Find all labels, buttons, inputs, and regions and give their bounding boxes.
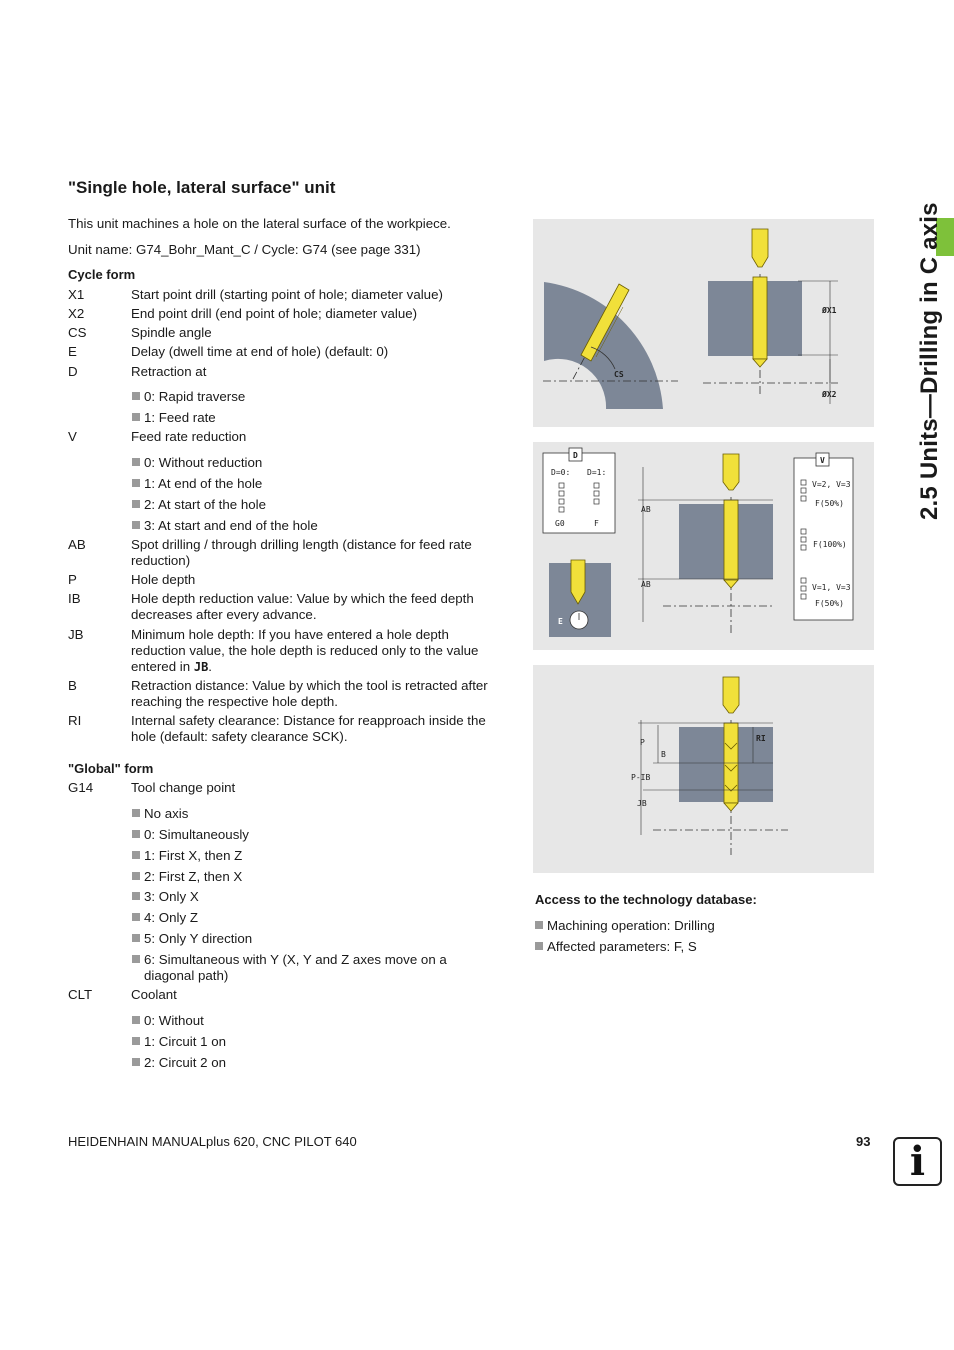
svg-text:G0: G0 <box>555 519 565 528</box>
list-item: 1: First X, then Z <box>132 848 502 864</box>
param-desc: Hole depth <box>131 572 196 587</box>
page-number: 93 <box>856 1134 871 1149</box>
list-item: No axis <box>132 806 502 822</box>
list-item: 4: Only Z <box>132 910 502 926</box>
bullet-icon <box>132 934 140 942</box>
param-desc: Spot drilling / through drilling length (distance for feed rate reduction) <box>131 537 472 568</box>
param-key: V <box>68 429 77 444</box>
param-desc: Tool change point <box>131 780 236 795</box>
param-key: G14 <box>68 780 94 795</box>
param-key: IB <box>68 591 81 606</box>
bullet-icon <box>535 921 543 929</box>
svg-text:CS: CS <box>614 370 624 379</box>
param-desc: Coolant <box>131 987 177 1002</box>
param-key: CLT <box>68 987 93 1002</box>
svg-text:P: P <box>640 738 645 747</box>
svg-text:V=2, V=3: V=2, V=3 <box>812 480 851 489</box>
intro-text: This unit machines a hole on the lateral surface of the workpiece. <box>68 216 451 231</box>
param-desc: Delay (dwell time at end of hole) (default: 0) <box>131 344 389 359</box>
svg-text:F(50%): F(50%) <box>815 599 844 608</box>
footer-text: HEIDENHAIN MANUALplus 620, CNC PILOT 640 <box>68 1134 357 1149</box>
svg-text:AB: AB <box>641 580 651 589</box>
svg-text:V=1, V=3: V=1, V=3 <box>812 583 851 592</box>
svg-text:P-IB: P-IB <box>631 773 651 782</box>
svg-text:JB: JB <box>637 799 647 808</box>
list-item: 2: At start of the hole <box>132 497 502 513</box>
svg-text:V: V <box>820 456 825 465</box>
bullet-icon <box>132 458 140 466</box>
param-key: D <box>68 364 78 379</box>
list-item: 6: Simultaneous with Y (X, Y and Z axes move on a diagonal path) <box>132 952 502 984</box>
list-item: Machining operation: Drilling <box>535 918 715 934</box>
list-item: 0: Without <box>132 1013 502 1029</box>
bullet-icon <box>132 500 140 508</box>
list-item: 0: Simultaneously <box>132 827 502 843</box>
svg-text:D=0:: D=0: <box>551 468 571 477</box>
svg-text:E: E <box>558 617 563 626</box>
list-item: 0: Rapid traverse <box>132 389 502 405</box>
list-item: Affected parameters: F, S <box>535 939 697 955</box>
bullet-icon <box>132 413 140 421</box>
param-key: E <box>68 344 77 359</box>
list-item: 3: Only X <box>132 889 502 905</box>
param-key: X2 <box>68 306 85 321</box>
svg-text:RI: RI <box>756 734 766 743</box>
svg-text:F: F <box>594 519 599 528</box>
list-item: 1: Circuit 1 on <box>132 1034 502 1050</box>
page-title: "Single hole, lateral surface" unit <box>68 178 336 197</box>
unit-name-text: Unit name: G74_Bohr_Mant_C / Cycle: G74 (see page 331) <box>68 242 421 257</box>
bullet-icon <box>132 892 140 900</box>
list-item: 3: At start and end of the hole <box>132 518 502 534</box>
list-item: 5: Only Y direction <box>132 931 502 947</box>
global-form-heading: "Global" form <box>68 761 154 776</box>
info-icon: i <box>893 1137 942 1186</box>
svg-text:B: B <box>661 750 666 759</box>
param-desc: End point drill (end point of hole; diameter value) <box>131 306 418 321</box>
figure-lateral-hole-drawing <box>533 219 874 427</box>
param-desc: Spindle angle <box>131 325 212 340</box>
bullet-icon <box>132 872 140 880</box>
list-item: 0: Without reduction <box>132 455 502 471</box>
bullet-icon <box>132 851 140 859</box>
svg-text:ØX1: ØX1 <box>822 306 837 315</box>
param-desc: Internal safety clearance: Distance for reapproach inside the hole (default: safety clearance SCK). <box>131 713 486 744</box>
bullet-icon <box>132 479 140 487</box>
bullet-icon <box>132 809 140 817</box>
bullet-icon <box>132 392 140 400</box>
bullet-icon <box>132 1058 140 1066</box>
param-key: CS <box>68 325 87 340</box>
svg-text:AB: AB <box>641 505 651 514</box>
bullet-icon <box>132 1037 140 1045</box>
list-item: 1: At end of the hole <box>132 476 502 492</box>
param-key: B <box>68 678 77 693</box>
param-desc: Hole depth reduction value: Value by which the feed depth decreases after every advance. <box>131 591 474 622</box>
figure-retraction-feed <box>533 442 874 650</box>
param-desc: Minimum hole depth: If you have entered a hole depth reduction value, the hole depth is reduced only to the value entered in JB. <box>131 627 479 674</box>
figure-lateral-hole <box>533 219 874 427</box>
bullet-icon <box>132 913 140 921</box>
param-key: JB <box>68 627 84 642</box>
figure-hole-depth <box>533 665 874 873</box>
chapter-title: 2.5 Units—Drilling in C axis <box>916 202 943 520</box>
figure-retraction-feed-drawing <box>533 442 874 650</box>
param-desc: Start point drill (starting point of hole; diameter value) <box>131 287 443 302</box>
bullet-icon <box>132 830 140 838</box>
svg-text:F(100%): F(100%) <box>813 540 847 549</box>
bullet-icon <box>132 955 140 963</box>
bullet-icon <box>132 521 140 529</box>
bullet-icon <box>535 942 543 950</box>
param-key: AB <box>68 537 86 552</box>
list-item: 2: First Z, then X <box>132 869 502 885</box>
svg-text:D: D <box>573 451 578 460</box>
param-key: X1 <box>68 287 85 302</box>
param-key: RI <box>68 713 82 728</box>
bullet-icon <box>132 1016 140 1024</box>
tech-db-heading: Access to the technology database: <box>535 892 757 907</box>
param-desc: Retraction at <box>131 364 207 379</box>
list-item: 2: Circuit 2 on <box>132 1055 502 1071</box>
figure-hole-depth-drawing <box>533 665 874 873</box>
param-desc: Feed rate reduction <box>131 429 247 444</box>
svg-text:F(50%): F(50%) <box>815 499 844 508</box>
list-item: 1: Feed rate <box>132 410 502 426</box>
param-key: P <box>68 572 77 587</box>
svg-text:D=1:: D=1: <box>587 468 607 477</box>
cycle-form-heading: Cycle form <box>68 267 136 282</box>
param-desc: Retraction distance: Value by which the tool is retracted after reaching the respective hole depth. <box>131 678 488 709</box>
svg-text:ØX2: ØX2 <box>822 390 837 399</box>
